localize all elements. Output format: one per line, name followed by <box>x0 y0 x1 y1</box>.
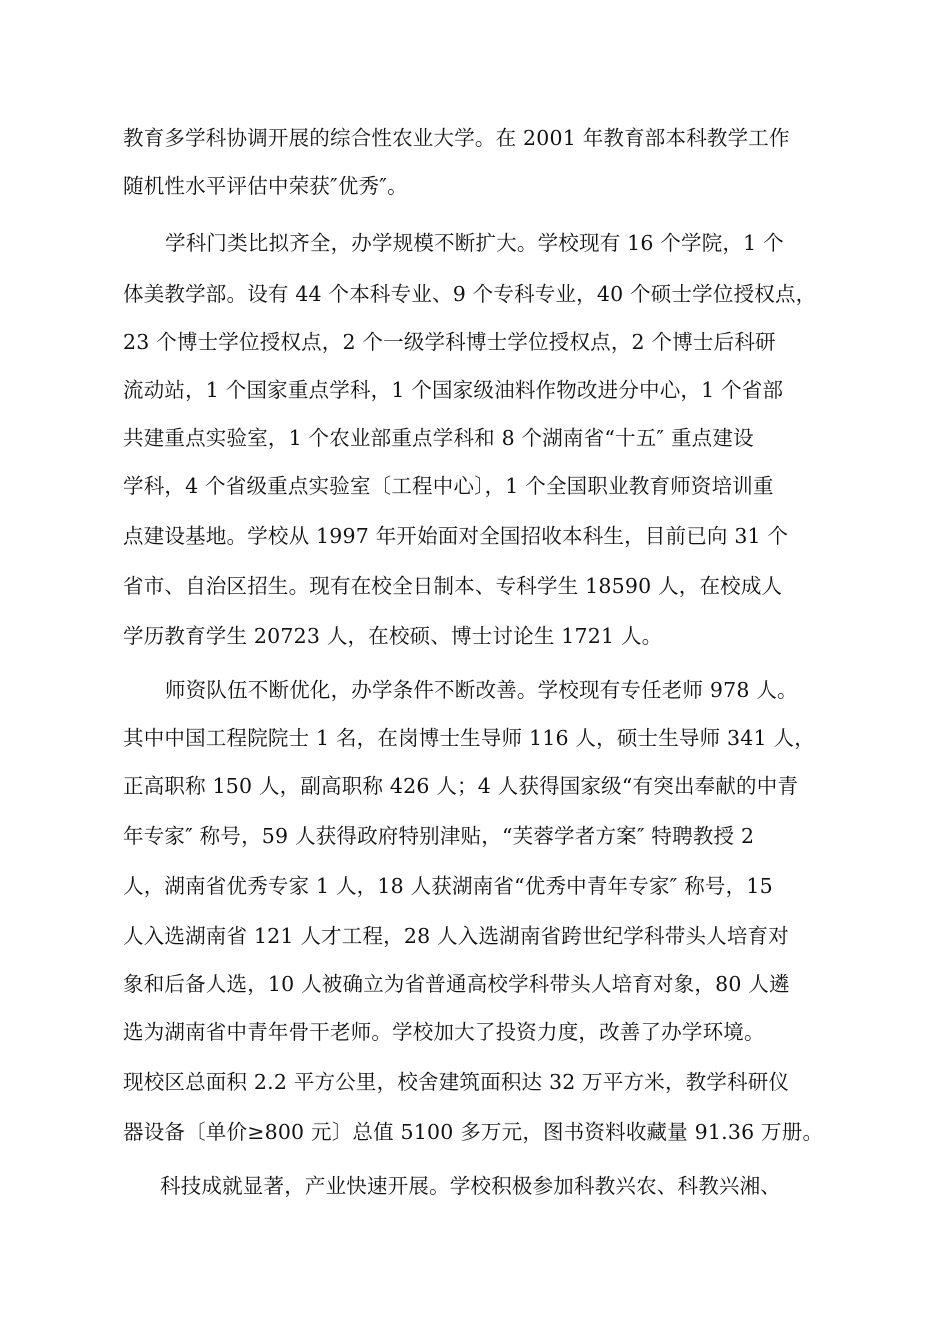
text-line: 学历教育学生 20723 人，在校硕、博士讨论生 1721 人。 <box>123 624 663 648</box>
text-line: 省市、自治区招生。现有在校全日制本、专科学生 18590 人，在校成人 <box>123 574 783 598</box>
text-line: 23 个博士学位授权点，2 个一级学科博士学位授权点，2 个博士后科研 <box>123 330 776 354</box>
text-line: 器设备〔单价≥800 元〕总值 5100 多万元，图书资料收藏量 91.36 万册。 <box>123 1120 824 1144</box>
text-line: 其中中国工程院院士 1 名，在岗博士生导师 116 人，硕士生导师 341 人， <box>123 726 815 750</box>
text-line: 教育多学科协调开展的综合性农业大学。在 2001 年教育部本科教学工作 <box>123 126 790 150</box>
text-line: 人入选湖南省 121 人才工程，28 人入选湖南省跨世纪学科带头人培育对 <box>123 924 789 948</box>
paragraph-start-line: 科技成就显著，产业快速开展。学校积极参加科教兴农、科教兴湘、 <box>160 1174 781 1198</box>
paragraph-start-line: 师资队伍不断优化，办学条件不断改善。学校现有专任老师 978 人。 <box>165 678 798 702</box>
text-line: 学科，4 个省级重点实验室〔工程中心〕，1 个全国职业教育师资培训重 <box>123 474 774 498</box>
text-line: 人，湖南省优秀专家 1 人，18 人获湖南省“优秀中青年专家″ 称号，15 <box>123 874 773 898</box>
text-line: 共建重点实验室，1 个农业部重点学科和 8 个湖南省“十五″ 重点建设 <box>123 426 754 450</box>
text-line: 象和后备人选，10 人被确立为省普通高校学科带头人培育对象，80 人遴 <box>123 972 790 996</box>
text-line: 随机性水平评估中荣获″优秀″。 <box>123 174 408 198</box>
text-line: 正高职称 150 人，副高职称 426 人；4 人获得国家级“有突出奉献的中青 <box>123 774 799 798</box>
text-line: 点建设基地。学校从 1997 年开始面对全国招收本科生，目前已向 31 个 <box>123 524 789 548</box>
text-line: 选为湖南省中青年骨干老师。学校加大了投资力度，改善了办学环境。 <box>123 1020 765 1044</box>
text-line: 现校区总面积 2.2 平方公里，校舍建筑面积达 32 万平方米，教学科研仪 <box>123 1070 790 1094</box>
paragraph-start-line: 学科门类比拟齐全，办学规模不断扩大。学校现有 16 个学院，1 个 <box>165 231 784 255</box>
text-line: 流动站，1 个国家重点学科，1 个国家级油料作物改进分中心，1 个省部 <box>123 378 784 402</box>
text-line: 年专家″ 称号，59 人获得政府特别津贴，“芙蓉学者方案″ 特聘教授 2 <box>123 824 755 848</box>
text-line: 体美教学部。设有 44 个本科专业、9 个专科专业，40 个硕士学位授权点， <box>123 282 817 306</box>
